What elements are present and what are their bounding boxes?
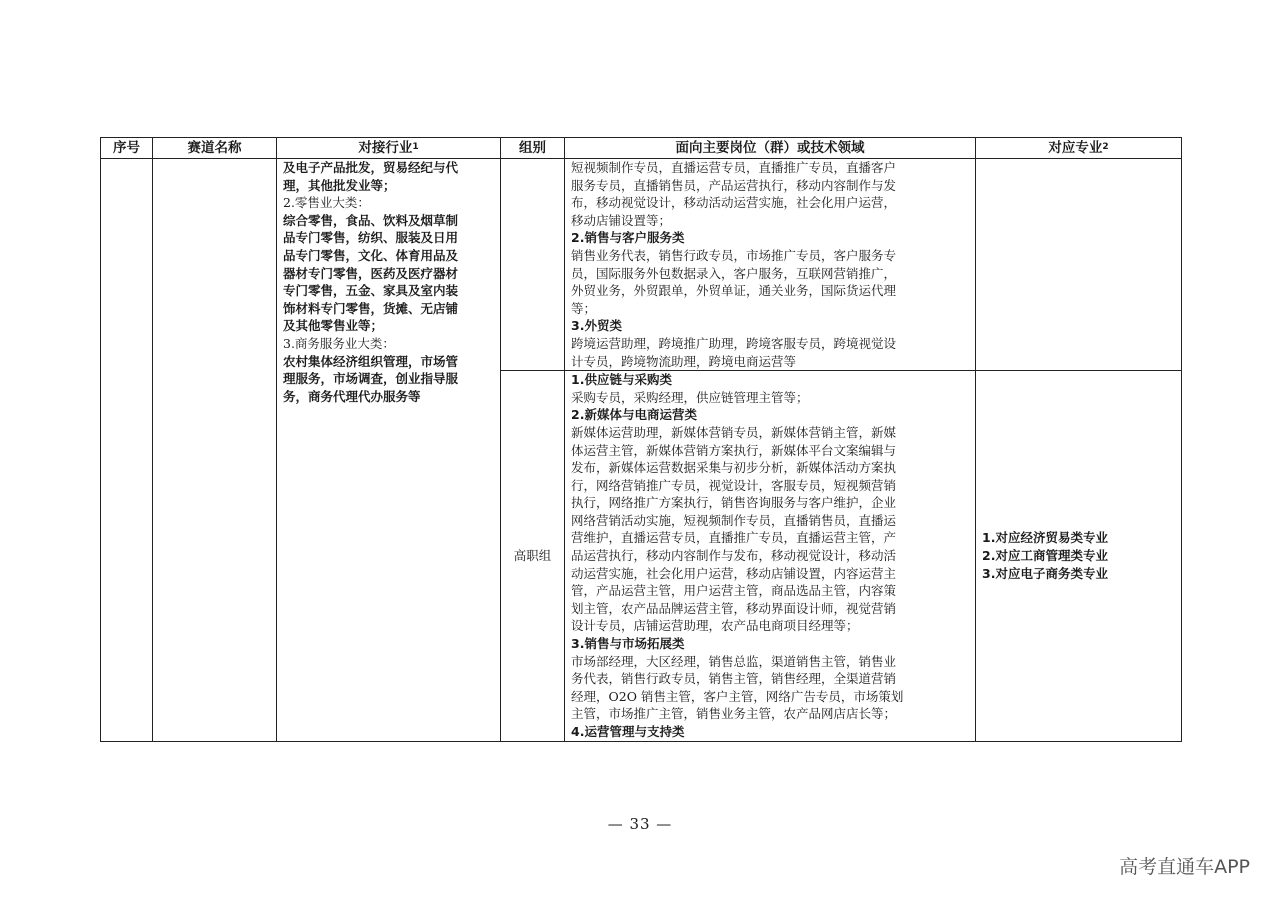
text-line: 1.供应链与采购类	[571, 372, 672, 388]
header-positions: 面向主要岗位（群）或技术领域	[565, 138, 976, 159]
header-row	[101, 138, 1182, 159]
positions-lines	[571, 371, 969, 740]
text-line: 2.零售业大类：	[283, 195, 370, 211]
text-line: 网络营销活动实施，短视频制作专员，直播销售员，直播运	[571, 512, 897, 528]
text-line: 体运营主管，新媒体营销方案执行，新媒体平台文案编辑与	[571, 442, 897, 458]
text-line: 设计专员，店铺运营助理，农产品电商项目经理等；	[571, 618, 859, 634]
text-line: 新媒体运营助理，新媒体营销专员，新媒体营销主管，新媒	[571, 424, 897, 440]
major-item: 1.对应经济贸易类专业	[982, 530, 1108, 546]
main-table	[100, 137, 1182, 742]
positions-lines	[571, 159, 969, 370]
table-row	[101, 159, 1182, 371]
text-line: 理，其他批发业等；	[283, 177, 396, 193]
text-line: 经理，O2O 销售主管，客户主管，网络广告专员，市场策划	[571, 688, 904, 704]
positions-cell	[565, 371, 976, 741]
text-line: 计专员，跨境物流助理，跨境电商运营等	[571, 353, 797, 369]
text-line: 主管，市场推广主管，销售业务主管，农产品网店店长等；	[571, 706, 897, 722]
text-line: 2.销售与客户服务类	[571, 230, 685, 246]
text-line: 采购专员，采购经理，供应链管理主管等；	[571, 389, 809, 405]
text-line: 员，国际服务外包数据录入，客户服务，互联网营销推广，	[571, 265, 897, 281]
page-number: — 33 —	[607, 815, 673, 833]
text-line: 3.商务服务业大类：	[283, 335, 395, 351]
text-line: 及其他零售业等；	[283, 318, 384, 334]
text-line: 务，商务代理代办服务等	[283, 388, 421, 404]
majors-cell	[976, 371, 1182, 741]
footnote-1: 1	[412, 142, 419, 152]
text-line: 行，网络营销推广专员，视觉设计，客服专员，短视频营销	[571, 477, 897, 493]
text-line: 理服务，市场调查，创业指导服	[283, 371, 459, 387]
text-line: 营维护，直播运营专员，直播推广专员，直播运营主管，产	[571, 530, 897, 546]
header-industry: 对接行业$^1$	[277, 138, 501, 159]
major-item: 3.对应电子商务类专业	[982, 565, 1108, 581]
text-line: 3.外贸类	[571, 318, 622, 334]
text-line: 器材专门零售，医药及医疗器材	[283, 265, 459, 281]
text-line: 等；	[571, 300, 597, 316]
text-line: 执行，网络推广方案执行，销售咨询服务与客户维护，企业	[571, 495, 897, 511]
text-line: 移动店铺设置等；	[571, 212, 672, 228]
text-line: 品专门零售，纺织、服装及日用	[283, 230, 459, 246]
group-cell-higher-vocational: 高职组	[501, 371, 565, 741]
text-line: 品运营执行，移动内容制作与发布，移动视觉设计，移动活	[571, 548, 897, 564]
seq-cell	[101, 159, 153, 742]
major-item: 2.对应工商管理类专业	[982, 548, 1108, 564]
text-line: 务代表，销售行政专员，销售主管，销售经理，全渠道营销	[571, 671, 897, 687]
text-line: 品专门零售，文化、体育用品及	[283, 247, 459, 263]
text-line: 跨境运营助理，跨境推广助理，跨境客服专员，跨境视觉设	[571, 335, 897, 351]
text-line: 4.运营管理与支持类	[571, 724, 685, 739]
majors-lines	[982, 529, 1175, 582]
text-line: 市场部经理，大区经理，销售总监，渠道销售主管，销售业	[571, 653, 897, 669]
text-line: 农村集体经济组织管理，市场管	[283, 353, 459, 369]
text-line: 专门零售，五金、家具及室内装	[283, 283, 459, 299]
text-line: 饰材料专门零售，货摊、无店铺	[283, 300, 459, 316]
text-line: 短视频制作专员，直播运营专员，直播推广专员，直播客户	[571, 160, 897, 175]
track-cell	[153, 159, 277, 742]
header-track: 赛道名称	[153, 138, 277, 159]
footnote-2: 2	[1102, 142, 1109, 152]
text-line: 及电子产品批发，贸易经纪与代	[283, 160, 459, 175]
majors-cell	[976, 159, 1182, 371]
text-line: 管，产品运营主管，用户运营主管，商品选品主管，内容策	[571, 583, 897, 599]
positions-cell	[565, 159, 976, 371]
text-line: 服务专员，直播销售员，产品运营执行，移动内容制作与发	[571, 177, 897, 193]
text-line: 发布，新媒体运营数据采集与初步分析，新媒体活动方案执	[571, 460, 897, 476]
watermark: 高考直通车APP	[1119, 856, 1250, 878]
industry-lines	[283, 159, 494, 405]
text-line: 动运营实施，社会化用户运营，移动店铺设置，内容运营主	[571, 565, 897, 581]
header-majors: 对应专业$^2$	[976, 138, 1182, 159]
text-line: 3.销售与市场拓展类	[571, 636, 685, 652]
text-line: 销售业务代表，销售行政专员，市场推广专员，客户服务专	[571, 247, 897, 263]
header-group: 组别	[501, 138, 565, 159]
text-line: 布，移动视觉设计，移动活动运营实施，社会化用户运营，	[571, 195, 897, 211]
text-line: 2.新媒体与电商运营类	[571, 407, 697, 423]
industry-cell	[277, 159, 501, 742]
text-line: 划主管，农产品品牌运营主管，移动界面设计师，视觉营销	[571, 600, 897, 616]
text-line: 综合零售，食品、饮料及烟草制	[283, 212, 459, 228]
header-seq: 序号	[101, 138, 153, 159]
group-cell	[501, 159, 565, 371]
text-line: 外贸业务，外贸跟单，外贸单证，通关业务，国际货运代理	[571, 283, 897, 299]
